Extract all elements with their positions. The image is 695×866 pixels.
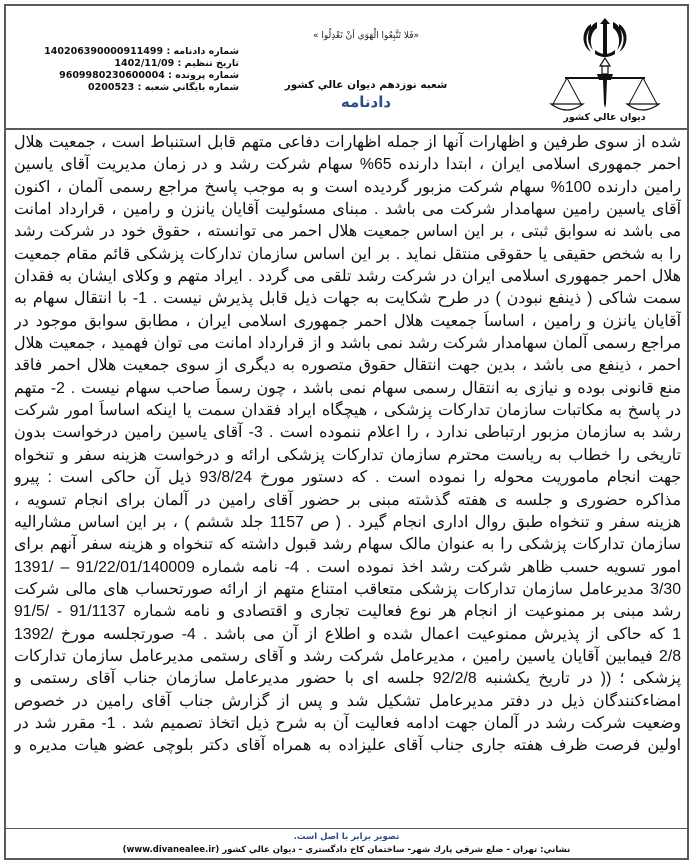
body-line: اولین فرصت ظرف هفته جاری جناب آقای علیزاده به همراه آقای دکتر بلوچی عضو هیات مدیره و [14,737,681,755]
certified-copy-note: تصوير برابر با اصل است. [293,832,400,842]
body-line: 2/8 فیمابین آقایان یاسین رامین ، مدیرعامل شرکت رشد و آقای رستمی مدیرعامل سازمان تدارکات [14,647,681,665]
body-line: منع قانونی بوده و نیازی به انتقال رسمی سهام نمی باشد ، چون رسماً صاحب سهام نیست . 2- متهم [14,379,681,397]
judgment-page [4,4,689,860]
body-line: مراجع رسمی آلمان سهامدار شرکت رشد نمی باشد و از قرارداد امانت می توان فهمید ، جمعیت هلال [14,335,681,353]
body-line: 3/30 مدیرعامل سازمان تدارکات پزشکی متعاقب امتناع متهم از ارائه صورتحساب های مالی شرکت [14,580,681,598]
body-line: را به شخص حقیقی یا حقوقی منتقل نماید . بر این اساس سازمان تدارکات پزشکی قائم مقام جمعیت [14,245,681,263]
meta-judgment-number [44,46,239,58]
body-line: 1 که حاکی از پذیرش ممنوعیت اعمال شده و اطلاع از آن می باشد . 4- صورتجلسه مورخ /1392 [14,625,681,643]
body-line: آقایان یانزن و رامین ، اساساً جمعیت هلال احمر جمهوری اسلامی ایران ، مطابق سوابق موجود در [14,312,681,330]
body-line: هلال احمر جمهوری اسلامی ایران در شرکت رشد تلقی می گردد . ایراد متهم و وکلای ایشان به فقدان [14,268,681,286]
document-footer [6,828,687,860]
meta-value: 0200523 [88,82,135,93]
meta-label: تاريخ تنظيم : [177,58,239,69]
body-line: امضاءکنندگان ذیل در دفتر مدیرعامل تشکیل شد و پس از گزارش جناب آقای رامین در خصوص [14,692,681,710]
body-line: هزینه سفر و تنخواه طبق روال اداری انجام گیرد . ( ص 1157 جلد ششم ) ، بر این اساس مشارالیه [14,513,681,531]
document-title: دادنامه [340,93,392,111]
body-line: پزشکی ؛ (( در تاریخ یکشنبه 92/2/8 جلسه ای با حضور مدیرعامل سازمان جناب آقای رستمی و [14,670,681,688]
meta-label: شماره بايگاني شعبه : [137,82,239,93]
meta-label: شماره پرونده : [168,70,239,81]
body-line: آقای یاسین رامین سهامدار شرکت می باشد . مبنای مسئولیت آقایان یانزن و رامین ، قرارداد امانت [14,201,681,219]
body-line: می باشد نه سوابق ثبتی ، بر این اساس جمعیت هلال احمر می توانسته ، حقوق خود در شرکت رشد [14,223,681,241]
meta-value: 140206390000911499 [44,46,164,57]
court-address: نشاني: تهران - ضلع شرقي پارك شهر- ساختمان كاخ دادگستري - ديوان عالي كشور (www.divanealee.ir) [122,845,571,855]
meta-issue-date [64,58,239,70]
body-line: تاریخی را خطاب به ریاست محترم سازمان تدارکات پزشکی ارائه و درخواست هزینه سفر و تنخواه [14,446,681,464]
meta-value: 1402/11/09 [114,58,175,69]
body-line: سازمان تدارکات پزشکی را به عنوان مالک سهام رشد قبول داشته که تنخواه و هزینه سفر آنهم برای [14,536,681,554]
body-line: احمر ، ذینفع می باشد ، بدین جهت انتقال حقوق متصوره به دیگری از سوی جمعیت هلال احمر فاقد [14,357,681,375]
iran-emblem-scales-of-justice-icon [545,14,665,114]
meta-label: شماره دادنامه : [166,46,239,57]
meta-value: 9609980230600004 [59,70,165,81]
quran-verse: «فَلا تَتَّبِعُوا الْهَوَي أنْ تَعْدِلُوا » [312,31,420,41]
body-line: احمر جمهوری اسلامی ایران ، ابتدا دارنده 65% سهام شرکت رشد و در زمان مدیریت آقای یاسین [14,156,681,174]
case-metadata [44,46,239,94]
meta-archive-number [64,82,239,94]
body-line: مذاکره حضوری و جلسه ی هفته گذشته مبنی بر حضور آقای رامین در آلمان برای انجام تسویه ، [14,491,681,509]
body-line: در پاسخ به مکاتبات سازمان تدارکات پزشکی ، هیچگاه ایراد فقدان سمت یا اینکه اساساً امور شرکت [14,402,681,420]
body-line: شده از سوی طرفین و اظهارات آنها از جمله اظهارات دفاعی متهم قابل استنباط است ، جمعیت هلال [14,134,681,151]
body-line: جهت انجام ماموریت محوله را نموده است . که دستور مورخ 93/8/24 ذیل آن حاکی است : پیرو [14,469,681,487]
body-line: امور تسویه حسب ظاهر شرکت رشد اخذ نموده است . 4- نامه شماره 91/22/01/140009 – /1391 [14,558,681,576]
body-line: رشد به سازمان مزبور ارتباطی ندارد ، را اعلام ننموده است . 3- آقای یاسین رامین درخواست بدون [14,424,681,442]
supreme-court-caption: ديوان عالي كشور [563,112,646,123]
body-line: سمت شاکی ( ذینفع نبودن ) در طرح شکایت به جهات ذیل قابل پذیرش نیست . 1- با انتقال سهام به [14,290,681,308]
document-header [6,6,687,130]
body-line: وضعیت شرکت رشد در آلمان جهت ادامه فعالیت آن به شرح ذیل اتخاذ تصمیم شد . 1- مقرر شد در [14,714,681,732]
meta-case-number [59,70,239,82]
body-line: رامین دارنده 100% سهام شرکت مزبور گردیده است و به موجب پاسخ مراجع رسمی آلمان ، اکنون [14,178,681,196]
judgment-body [14,132,681,758]
body-line: رشد مبنی بر ممنوعیت از انجام هر نوع فعالیت تجاری و اقتصادی و نامه شماره 91/1137 - /91/5 [14,603,681,621]
court-branch: شعبه نوزدهم ديوان عالي كشور [284,79,448,91]
